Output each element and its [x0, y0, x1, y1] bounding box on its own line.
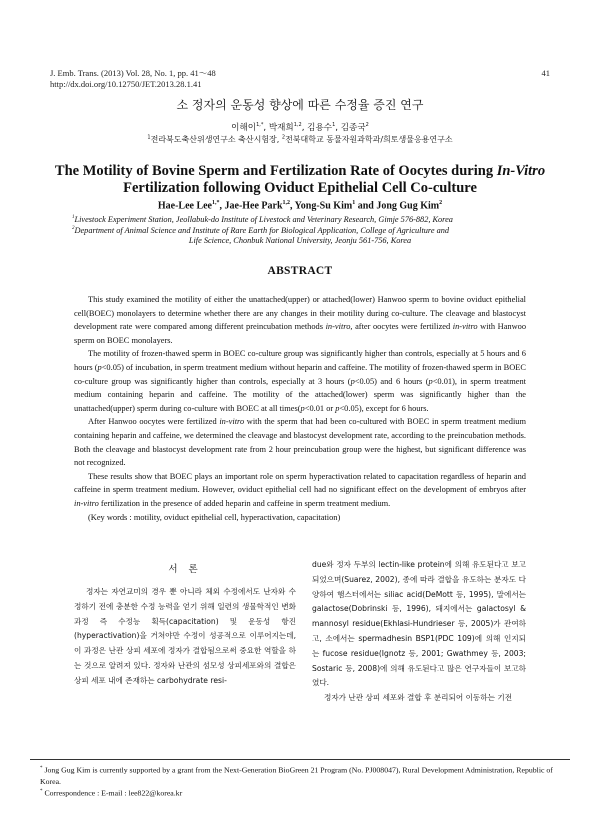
abstract-paragraph: These results show that BOEC plays an important role on sperm hyperactivation related to capacitation regardless of heparin and caffeine in sperm treatment medium. However, oviduct epithelial cell had no significant effect on the development of embryos after in-vitro fertilization in the presence of added heparin and caffeine in sperm treatment medium. [74, 471, 526, 508]
keywords: (Key words : motility, oviduct epithelial cell, hyperactivation, capacitation) [88, 512, 341, 522]
english-title-line1: The Motility of Bovine Sperm and Fertilization Rate of Oocytes during [54, 163, 497, 179]
footnote-funding: * Jong Gug Kim is currently supported by a grant from the Next-Generation BioGreen 21 Program (No. PJ008047), Rural Development Administration, Republic of Korea. [40, 765, 553, 786]
intro-paragraph: due와 정자 두부의 lectin-like protein에 의해 유도된다고 보고되었으며(Suarez, 2002), 종에 따라 결합을 유도하는 분자도 다양하여 햄스터에서는 siliac acid(DeMott 등, 1995), 말에서는 galactose(Dobrinski 등, 1996), 돼지에서는 galactosyl & mannosyl residue(Ekhlasi-Hundrieser 등, 2005)가 관여하고, 소에서는 spermadhesin BSP1(PDC 109)에 의해 인지되는 fucose residue(Ignotz 등, 2001; Gwathmey 등, 2003; Sostaric 등, 2008)에 의해 유도된다고 많은 연구자들이 보고하였다. [312, 560, 526, 688]
affiliation-2: $^2$Department of Animal Science and Institute of Rare Earth for Biological Application, College of Agriculture and [72, 225, 450, 235]
english-title-line2: Fertilization following Oviduct Epithelial Cell Co-culture [123, 180, 477, 196]
intro-paragraph: 정자는 자연교미의 경우 뿐 아니라 체외 수정에서도 난자와 수정하기 전에 충분한 수정 능력을 얻기 위해 일련의 생물학적인 변화과정 즉 수정능 획득(capacitation) 및 운동성 항진(hyperactivation)을 거쳐야만 수정이 성공적으로 이루어지는데, 이 과정은 난관 상피 세포에 정자가 결합됨으로써 중요한 역할을 하는 것으로 알려져 있다. 정자와 난관의 섬모성 상피세포와의 결합은 상피 세포 내에 존재하는 carbohydrate resi- [74, 587, 296, 685]
korean-authors: 이해이$^{1,*}$, 박재희$^{1,2}$, 김용수$^1$, 김종국$^2$ [231, 122, 369, 133]
abstract-paragraph: The motility of frozen-thawed sperm in BOEC co-culture group was significantly higher than controls, especially at 5 hours and 6 hours (p<0.05) of incubation, in sperm treatment medium without heparin and caffeine. The motility of frozen-thawed sperm in BOEC co-culture group was significantly higher than controls, especially at 3 hours (p<0.05) and 6 hours (p<0.01), in sperm treatment medium containing heparin and caffeine. The motility of the attached(lower) sperm was significantly higher than the unattached(upper) sperm during co-culture with BOEC at all times(p<0.01 or p<0.05), except for 6 hours. [74, 349, 526, 413]
intro-left-column [74, 585, 296, 689]
footnote-divider [30, 759, 570, 760]
affiliation-2-cont: Life Science, Chonbuk National University, Jeonju 561-756, Korea [188, 236, 412, 245]
abstract-paragraph: After Hanwoo oocytes were fertilized in-vitro with the sperm that had been co-cultured with BOEC in sperm treatment medium containing heparin and caffeine, we determined the cleavage and blastocyst development rate, according to the preincubation methods. Both the cleavage and blastocyst development rate from 2 hour preincubation group were the highest, but significant difference was not recognized. [74, 417, 526, 468]
journal-citation: J. Emb. Trans. (2013) Vol. 28, No. 1, pp. 41～48 [50, 68, 216, 78]
english-title [0, 163, 600, 197]
intro-paragraph: 정자가 난관 상피 세포와 결합 후 분리되어 이동하는 기전 [324, 693, 513, 703]
abstract-heading: ABSTRACT [267, 265, 333, 277]
intro-heading: 서 론 [168, 564, 202, 575]
footnote-correspondence: * Correspondence : E-mail : lee822@korea.kr [40, 788, 183, 798]
page-number: 41 [541, 68, 550, 78]
korean-title: 소 정자의 운동성 향상에 따른 수정율 증진 연구 [176, 98, 424, 112]
affiliation-1: $^1$Livestock Experiment Station, Jeollabuk-do Institute of Livestock and Veterinary Research, Gimje 576-882, Korea [72, 214, 453, 224]
korean-affiliation: $^1$전라북도축산위생연구소 축산시험장, $^2$전북대학교 동물자원과학과/희토생물응용연구소 [147, 134, 453, 144]
intro-right-column [312, 558, 526, 706]
abstract-body [74, 293, 526, 524]
abstract-paragraph: This study examined the motility of either the unattached(upper) or attached(lower) Hanwoo sperm to bovine oviduct epithelial cell(BOEC) monolayers to determine whether there are any changes in their motility during co-culture. The cleavage and blastocyst development rate were compared among different preincubation methods in-vitro, after oocytes were fertilized in-vitro with Hanwoo sperm on BOEC monolayers. [74, 295, 527, 345]
english-authors: Hae-Lee Lee$^{1,*}$, Jae-Hee Park$^{1,2}$, Yong-Su Kim$^1$ and Jong Gug Kim$^2$ [157, 200, 443, 212]
english-title-italic: In-Vitro [496, 163, 546, 179]
doi-link[interactable]: http://dx.doi.org/10.12750/JET.2013.28.1.41 [50, 79, 202, 89]
